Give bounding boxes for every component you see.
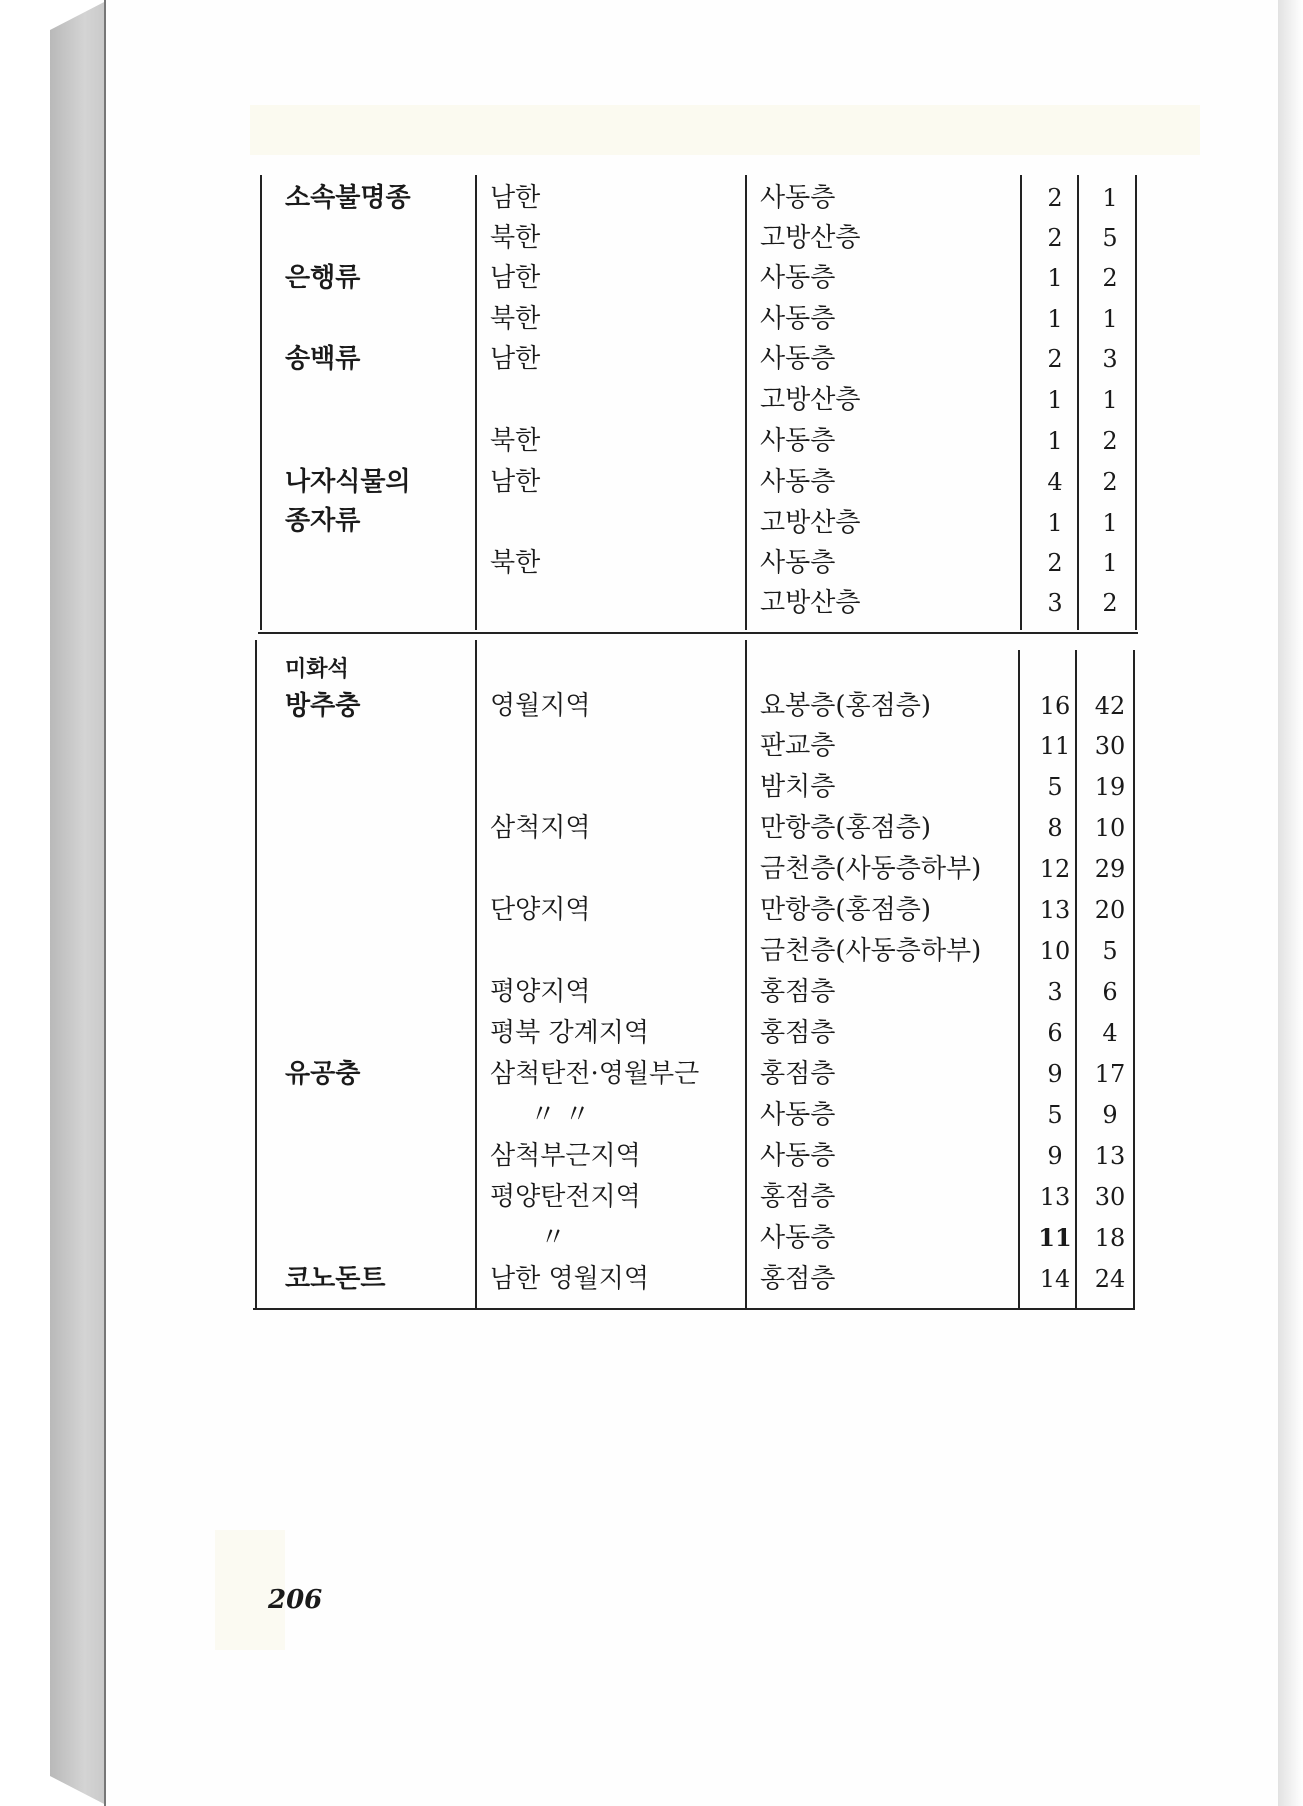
count-genus-cell: 9 — [1047, 1142, 1063, 1170]
stratum-cell: 요봉층(홍점층) — [760, 691, 931, 721]
stratum-cell: 사동층 — [760, 467, 836, 497]
count-species-cell: 5 — [1102, 224, 1118, 252]
region-cell: 평양지역 — [490, 977, 591, 1007]
stratum-cell: 고방산층 — [760, 385, 861, 415]
count-genus-cell: 4 — [1047, 468, 1063, 496]
count-genus-cell: 1 — [1047, 305, 1063, 333]
count-species-cell: 1 — [1102, 386, 1118, 414]
count-genus-cell: 10 — [1039, 937, 1071, 965]
table-col-divider-4b — [1018, 650, 1020, 1310]
region-cell: 단양지역 — [490, 895, 591, 925]
region-cell: 영월지역 — [490, 691, 591, 721]
table-col-divider-5b — [1075, 650, 1077, 1310]
category-cell: 송백류 — [285, 344, 361, 374]
count-species-cell: 20 — [1094, 896, 1126, 924]
count-genus-cell: 3 — [1047, 978, 1063, 1006]
table-col-divider-4 — [1020, 175, 1022, 630]
region-cell: 북한 — [490, 426, 541, 456]
region-cell: 삼척부근지역 — [490, 1141, 641, 1171]
count-species-cell: 4 — [1102, 1019, 1118, 1047]
count-species-cell: 30 — [1094, 1183, 1126, 1211]
category-cell: 코노돈트 — [285, 1264, 386, 1294]
count-species-cell: 1 — [1102, 509, 1118, 537]
page-number: 206 — [268, 1585, 323, 1615]
category-cell: 소속불명종 — [285, 183, 411, 213]
region-cell: 북한 — [490, 548, 541, 578]
count-genus-cell: 6 — [1047, 1019, 1063, 1047]
stratum-cell: 고방산층 — [760, 588, 861, 618]
count-species-cell: 42 — [1094, 692, 1126, 720]
table-col-divider-6 — [1135, 175, 1137, 630]
stratum-cell: 사동층 — [760, 183, 836, 213]
count-species-cell: 9 — [1102, 1101, 1118, 1129]
count-species-cell: 29 — [1094, 855, 1126, 883]
count-genus-cell: 1 — [1047, 264, 1063, 292]
count-genus-cell: 2 — [1047, 345, 1063, 373]
stratum-cell: 밤치층 — [760, 772, 836, 802]
count-genus-cell: 2 — [1047, 224, 1063, 252]
stratum-cell: 홍점층 — [760, 1059, 836, 1089]
stratum-cell: 만항층(홍점층) — [760, 813, 931, 843]
count-genus-cell: 8 — [1047, 814, 1063, 842]
count-genus-cell: 11 — [1039, 732, 1071, 760]
count-species-cell: 24 — [1094, 1265, 1126, 1293]
stratum-cell: 고방산층 — [760, 508, 861, 538]
category-cell: 종자류 — [285, 506, 361, 536]
page-edge-shadow — [1278, 0, 1303, 1806]
stratum-cell: 사동층 — [760, 1100, 836, 1130]
count-genus-cell: 11 — [1038, 1223, 1072, 1252]
region-cell: 남한 — [490, 467, 541, 497]
stratum-cell: 홍점층 — [760, 977, 836, 1007]
section-header-microfossil: 미화석 — [285, 657, 349, 682]
table-col-divider-1 — [260, 175, 262, 630]
spine-edge-line — [104, 0, 106, 1806]
stratum-cell: 판교층 — [760, 731, 836, 761]
count-genus-cell: 5 — [1047, 773, 1063, 801]
stratum-cell: 홍점층 — [760, 1182, 836, 1212]
region-cell: 남한 — [490, 344, 541, 374]
region-cell: 북한 — [490, 304, 541, 334]
count-species-cell: 10 — [1094, 814, 1126, 842]
ditto-cell: 〃 — [540, 1223, 567, 1253]
stratum-cell: 고방산층 — [760, 223, 861, 253]
region-cell: 남한 — [490, 183, 541, 213]
count-genus-cell: 13 — [1039, 896, 1071, 924]
count-species-cell: 1 — [1102, 184, 1118, 212]
region-cell: 북한 — [490, 223, 541, 253]
count-genus-cell: 13 — [1039, 1183, 1071, 1211]
count-genus-cell: 1 — [1047, 386, 1063, 414]
stratum-cell: 사동층 — [760, 263, 836, 293]
category-cell: 은행류 — [285, 263, 361, 293]
region-cell: 남한 — [490, 263, 541, 293]
count-genus-cell: 9 — [1047, 1060, 1063, 1088]
count-species-cell: 19 — [1094, 773, 1126, 801]
table-col-divider-2 — [475, 175, 477, 630]
count-genus-cell: 2 — [1047, 549, 1063, 577]
table-col-divider-3b — [745, 640, 747, 1310]
count-genus-cell: 1 — [1047, 427, 1063, 455]
ditto-cell: 〃 〃 — [530, 1100, 591, 1130]
count-genus-cell: 14 — [1039, 1265, 1071, 1293]
category-cell: 나자식물의 — [285, 467, 411, 497]
stratum-cell: 홍점층 — [760, 1018, 836, 1048]
stratum-cell: 금천층(사동층하부) — [760, 854, 982, 884]
category-cell: 유공충 — [285, 1059, 361, 1089]
stratum-cell: 만항층(홍점층) — [760, 895, 931, 925]
stratum-cell: 사동층 — [760, 548, 836, 578]
region-cell: 남한 영월지역 — [490, 1264, 649, 1294]
table-col-divider-5 — [1077, 175, 1079, 630]
table-col-divider-2b — [475, 640, 477, 1310]
region-cell: 평북 강계지역 — [490, 1018, 649, 1048]
category-cell: 방추충 — [285, 691, 361, 721]
count-species-cell: 17 — [1094, 1060, 1126, 1088]
count-species-cell: 1 — [1102, 549, 1118, 577]
count-species-cell: 2 — [1102, 589, 1118, 617]
count-genus-cell: 2 — [1047, 184, 1063, 212]
book-spine — [50, 0, 108, 1806]
region-cell: 삼척지역 — [490, 813, 591, 843]
table-col-divider-6b — [1133, 650, 1135, 1310]
count-species-cell: 2 — [1102, 264, 1118, 292]
stratum-cell: 사동층 — [760, 1223, 836, 1253]
count-genus-cell: 1 — [1047, 509, 1063, 537]
count-genus-cell: 3 — [1047, 589, 1063, 617]
stratum-cell: 사동층 — [760, 426, 836, 456]
count-species-cell: 18 — [1094, 1224, 1126, 1252]
count-genus-cell: 5 — [1047, 1101, 1063, 1129]
table-col-divider-3 — [745, 175, 747, 630]
count-species-cell: 2 — [1102, 427, 1118, 455]
count-species-cell: 5 — [1102, 937, 1118, 965]
section-divider — [258, 632, 1138, 634]
stratum-cell: 사동층 — [760, 1141, 836, 1171]
count-species-cell: 6 — [1102, 978, 1118, 1006]
count-species-cell: 1 — [1102, 305, 1118, 333]
count-species-cell: 3 — [1102, 345, 1118, 373]
count-genus-cell: 16 — [1039, 692, 1071, 720]
stratum-cell: 금천층(사동층하부) — [760, 936, 982, 966]
stratum-cell: 사동층 — [760, 344, 836, 374]
scan-blemish — [250, 105, 1200, 155]
region-cell: 평양탄전지역 — [490, 1182, 641, 1212]
count-species-cell: 13 — [1094, 1142, 1126, 1170]
table-col-divider-1b — [255, 640, 257, 1310]
stratum-cell: 홍점층 — [760, 1264, 836, 1294]
stratum-cell: 사동층 — [760, 304, 836, 334]
count-species-cell: 2 — [1102, 468, 1118, 496]
region-cell: 삼척탄전·영월부근 — [490, 1059, 700, 1089]
count-species-cell: 30 — [1094, 732, 1126, 760]
count-genus-cell: 12 — [1039, 855, 1071, 883]
table-bottom-rule — [253, 1308, 1135, 1310]
